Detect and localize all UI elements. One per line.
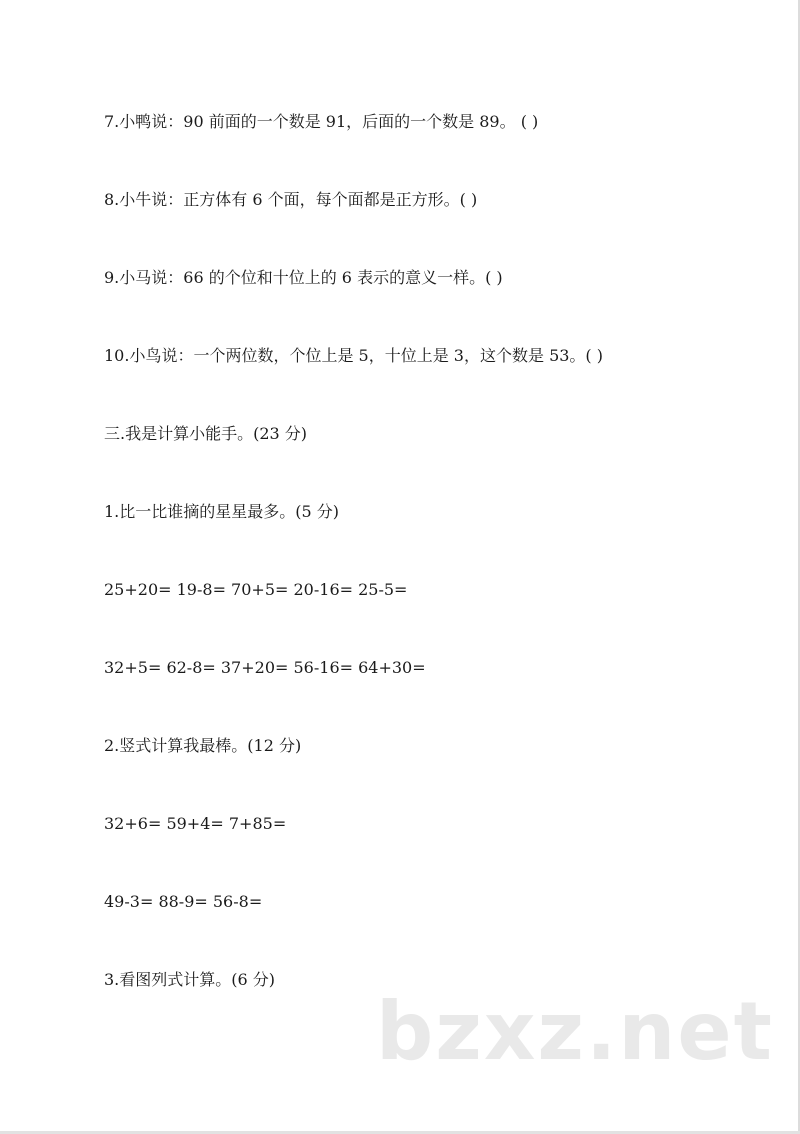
section-3-heading: 三.我是计算小能手。(23 分) [104, 424, 308, 443]
exercise-1-heading: 1.比一比谁摘的星星最多。(5 分) [104, 502, 340, 521]
exercise-2-heading: 2.竖式计算我最棒。(12 分) [104, 736, 302, 755]
question-10: 10.小鸟说：一个两位数，个位上是 5，十位上是 3，这个数是 53。( ) [104, 346, 603, 365]
exercise-1-row-2: 32+5= 62-8= 37+20= 56-16= 64+30= [104, 658, 426, 677]
exercise-2-row-1: 32+6= 59+4= 7+85= [104, 814, 287, 833]
watermark: bzxz.net [376, 985, 774, 1078]
question-7: 7.小鸭说：90 前面的一个数是 91，后面的一个数是 89。 ( ) [104, 112, 539, 131]
exercise-1-row-1: 25+20= 19-8= 70+5= 20-16= 25-5= [104, 580, 408, 599]
exercise-3-heading: 3.看图列式计算。(6 分) [104, 970, 276, 989]
question-8: 8.小牛说：正方体有 6 个面，每个面都是正方形。( ) [104, 190, 478, 209]
question-9: 9.小马说：66 的个位和十位上的 6 表示的意义一样。( ) [104, 268, 503, 287]
exercise-2-row-2: 49-3= 88-9= 56-8= [104, 892, 263, 911]
